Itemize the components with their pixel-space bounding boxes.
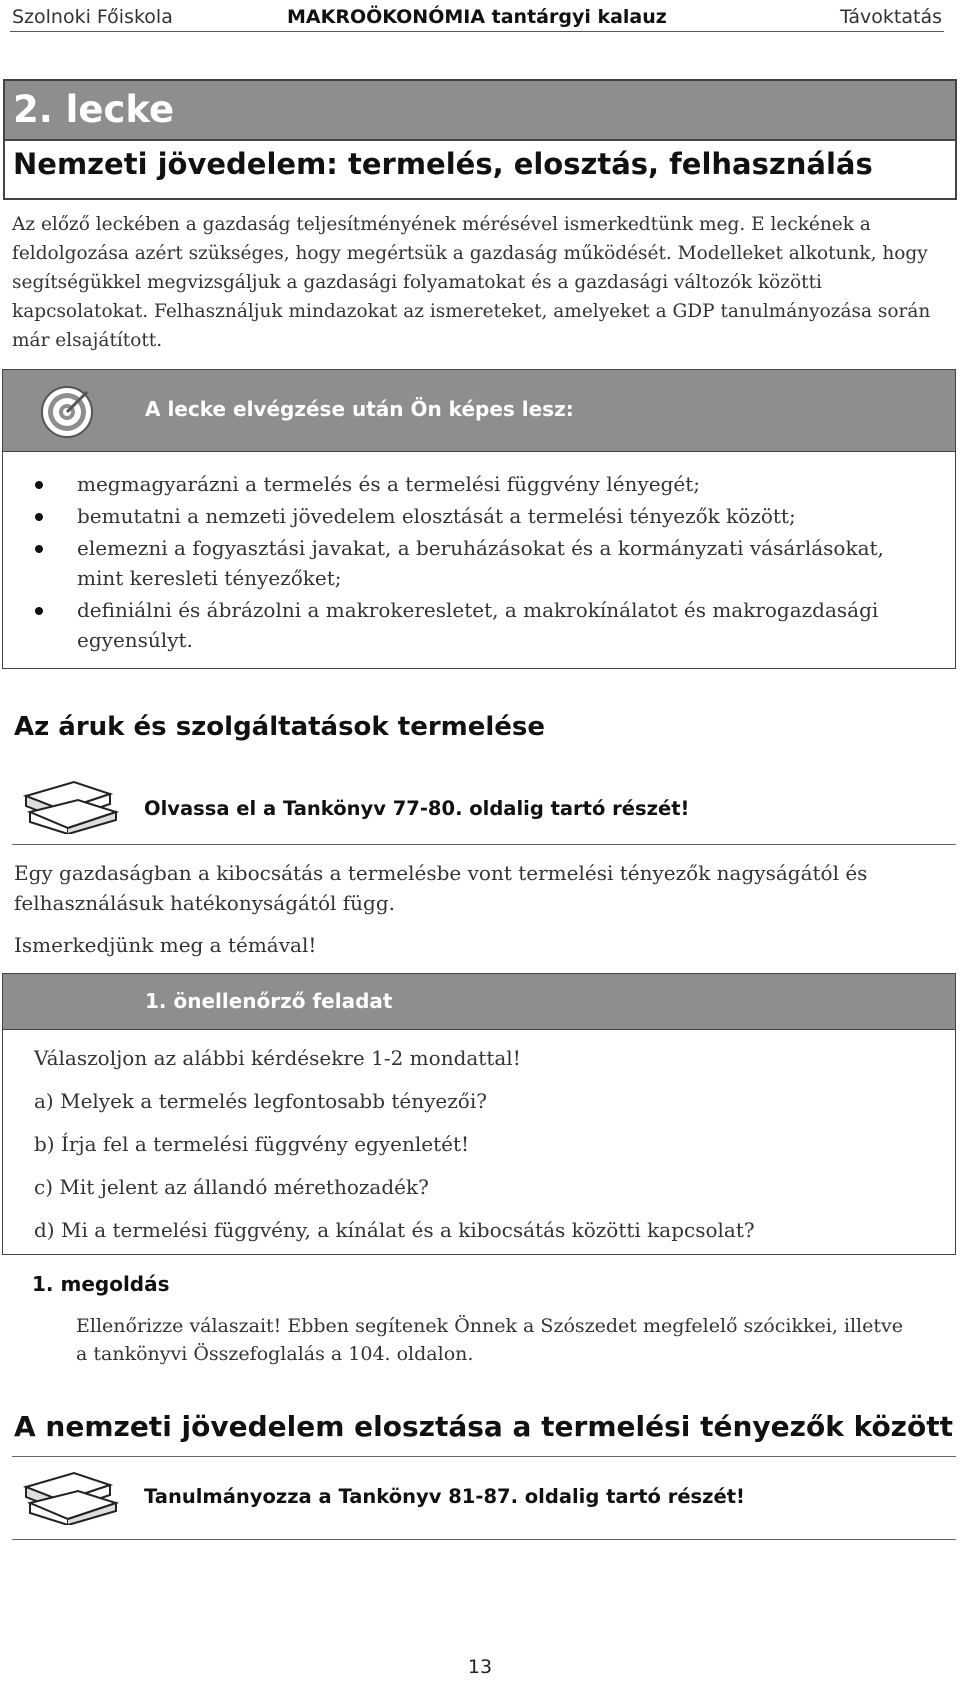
lesson-number: 2. lecke	[5, 81, 955, 141]
reading-instruction-row	[12, 1456, 956, 1540]
section-paragraph: Ismerkedjünk meg a témával!	[14, 933, 317, 957]
page-number: 13	[467, 1656, 493, 1678]
exercise-box	[2, 973, 956, 1255]
exercise-header	[3, 974, 955, 1030]
reading-instruction: Olvassa el a Tankönyv 77-80. oldalig tartó részét!	[144, 797, 690, 820]
objectives-header	[3, 370, 955, 452]
lesson-intro: Az előző leckében a gazdaság teljesítményének mérésével ismerkedtünk meg. E leckének a feldolgozása azért szükséges, hogy megértsük a gazdaság működését. Modelleket alkotunk, hogy segítségükkel megvizsgáljuk a gazdasági folyamatokat és a gazdasági változók közötti kapcsolatokat. Felhasználjuk mindazokat az ismereteket, amelyeket a GDP tanulmányozása során már elsajátított.	[12, 214, 931, 351]
page-header	[10, 4, 944, 32]
exercise-question: d) Mi a termelési függvény, a kínálat és a kibocsátás közötti kapcsolat?	[34, 1218, 755, 1242]
header-mode: Távoktatás	[839, 6, 942, 28]
exercise-question: c) Mit jelent az állandó mérethozadék?	[34, 1175, 429, 1199]
exercise-question: a) Melyek a termelés legfontosabb tényezői?	[34, 1089, 487, 1113]
exercise-title: 1. önellenőrző feladat	[145, 989, 393, 1013]
header-institution: Szolnoki Főiskola	[12, 6, 173, 28]
lesson-title-box	[3, 79, 957, 200]
book-stack-icon	[18, 778, 122, 834]
objectives-list	[3, 469, 903, 657]
reading-instruction-row	[12, 772, 956, 845]
objectives-box	[2, 369, 956, 669]
target-icon	[39, 384, 95, 440]
objective-item: bemutatni a nemzeti jövedelem elosztását a termelési tényezők között;	[3, 501, 903, 531]
exercise-intro: Válaszoljon az alábbi kérdésekre 1-2 mondattal!	[34, 1046, 521, 1070]
reading-instruction: Tanulmányozza a Tankönyv 81-87. oldalig tartó részét!	[144, 1485, 745, 1508]
lesson-title: Nemzeti jövedelem: termelés, elosztás, felhasználás	[13, 147, 873, 181]
section-paragraph: Egy gazdaságban a kibocsátás a termelésbe vont termelési tényezők nagyságától és felhasználásuk hatékonyságától függ.	[14, 861, 868, 915]
solution-text: Ellenőrizze válaszait! Ebben segítenek Önnek a Szószedet megfelelő szócikkei, illetve a tankönyvi Összefoglalás a 104. oldalon.	[76, 1315, 903, 1365]
objective-item: elemezni a fogyasztási javakat, a beruházásokat és a kormányzati vásárlásokat, mint keresleti tényezőket;	[3, 533, 903, 593]
objective-item: definiálni és ábrázolni a makrokeresletet, a makrokínálatot és makrogazdasági egyensúlyt.	[3, 595, 903, 655]
book-stack-icon	[18, 1469, 122, 1525]
solution-title: 1. megoldás	[32, 1272, 170, 1296]
exercise-question: b) Írja fel a termelési függvény egyenletét!	[34, 1132, 470, 1156]
header-course-title: MAKROÖKONÓMIA tantárgyi kalauz	[287, 6, 667, 28]
objective-item: megmagyarázni a termelés és a termelési függvény lényegét;	[3, 469, 903, 499]
objectives-title: A lecke elvégzése után Ön képes lesz:	[145, 397, 574, 421]
section-heading: A nemzeti jövedelem elosztása a termelési tényezők között	[14, 1410, 953, 1443]
section-heading: Az áruk és szolgáltatások termelése	[14, 712, 546, 742]
